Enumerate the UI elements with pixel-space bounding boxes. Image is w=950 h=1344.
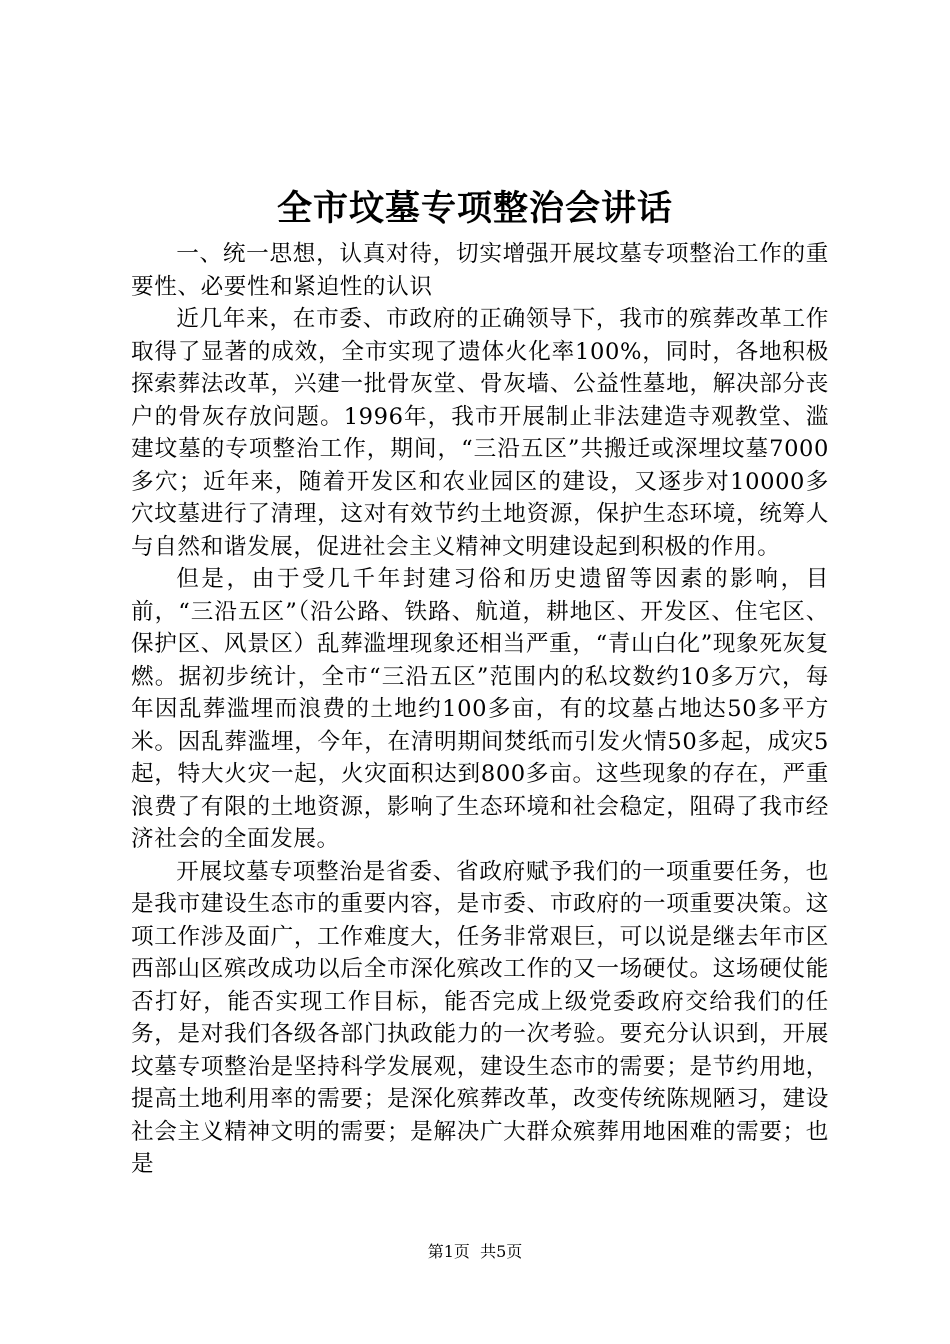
body-paragraph: 开展坟墓专项整治是省委、省政府赋予我们的一项重要任务，也是我市建设生态市的重要内容，是市委、市政府的一项重要决策。这项工作涉及面广，工作难度大，任务非常艰巨，可以说是继去年市区西部山区殡改成功以后全市深化殡改工作的又一场硬仗。这场硬仗能否打好，能否实现工作目标，能否完成上级党委政府交给我们的任务，是对我们各级各部门执政能力的一次考验。要充分认识到，开展坟墓专项整治是坚持科学发展观，建设生态市的需要；是节约用地，提高土地利用率的需要；是深化殡葬改革，改变传统陈规陋习，建设社会主义精神文明的需要；是解决广大群众殡葬用地困难的需要；也是 (131, 858, 829, 1177)
page-total: 共5页 (480, 1242, 523, 1261)
body-paragraph: 近几年来，在市委、市政府的正确领导下，我市的殡葬改革工作取得了显著的成效，全市实现了遗体火化率100%，同时，各地积极探索葬法改革，兴建一批骨灰堂、骨灰墙、公益性墓地，解决部分丧户的骨灰存放问题。1996年，我市开展制止非法建造寺观教堂、滥建坟墓的专项整治工作，期间，“三沿五区”共搬迁或深埋坟墓7000多穴；近年来，随着开发区和农业园区的建设，又逐步对10000多穴坟墓进行了清理，这对有效节约土地资源，保护生态环境，统筹人与自然和谐发展，促进社会主义精神文明建设起到积极的作用。 (131, 306, 829, 560)
document-body (131, 238, 829, 1181)
section-heading: 一、统一思想，认真对待，切实增强开展坟墓专项整治工作的重要性、必要性和紧迫性的认识 (131, 241, 829, 300)
page-number: 第1页 (427, 1242, 470, 1261)
body-paragraph: 但是，由于受几千年封建习俗和历史遗留等因素的影响，目前，“三沿五区”（沿公路、铁路、航道，耕地区、开发区、住宅区、保护区、风景区）乱葬滥埋现象还相当严重，“青山白化”现象死灰复燃。据初步统计，全市“三沿五区”范围内的私坟数约10多万穴，每年因乱葬滥埋而浪费的土地约100多亩，有的坟墓占地达50多平方米。因乱葬滥埋，今年，在清明期间焚纸而引发火情50多起，成灾5起，特大火灾一起，火灾面积达到800多亩。这些现象的存在，严重浪费了有限的土地资源，影响了生态环境和社会稳定，阻碍了我市经济社会的全面发展。 (131, 566, 829, 852)
document-title: 全市坟墓专项整治会讲话 (276, 188, 673, 229)
page-footer (0, 1241, 950, 1263)
